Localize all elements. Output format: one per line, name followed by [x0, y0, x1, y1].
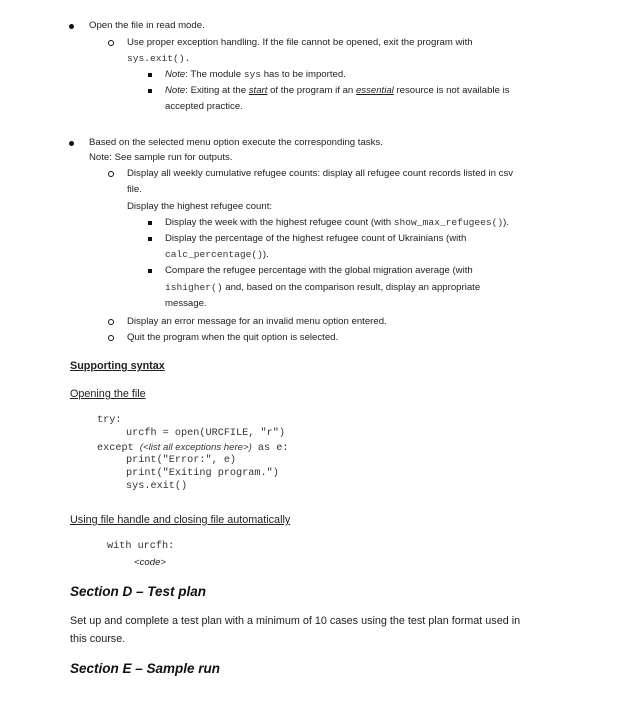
bullet-circle — [108, 40, 114, 46]
file-handle-subtitle: Using file handle and closing file automatically — [70, 514, 291, 526]
list-item-open-file: Open the file in read mode. — [89, 20, 205, 31]
bullet-dot — [69, 24, 74, 29]
note-sample-run: Note: See sample run for outputs. — [89, 152, 233, 163]
code-try: try: — [97, 415, 122, 426]
supporting-syntax-title: Supporting syntax — [70, 360, 165, 372]
bullet-square — [148, 221, 152, 225]
bullet-square — [148, 89, 152, 93]
sys-exit-code: sys.exit(). — [127, 53, 191, 64]
opening-file-subtitle: Opening the file — [70, 388, 146, 400]
bullet-highest-week: Display the week with the highest refugee count (with show_max_refugees()). — [165, 217, 510, 228]
note-exiting-start: Note: Exiting at the start of the program if an essential resource is not available is — [165, 85, 510, 96]
bullet-percentage: Display the percentage of the highest refugee count of Ukrainians (with — [165, 233, 467, 244]
bullet-percentage-code: calc_percentage()). — [165, 249, 269, 260]
sub-item-weekly-counts-cont: file. — [127, 184, 142, 195]
code-open: urcfh = open(URCFILE, "r") — [126, 428, 285, 439]
highest-count-heading: Display the highest refugee count: — [127, 201, 273, 212]
section-d-heading: Section D – Test plan — [70, 584, 207, 599]
bullet-compare-code: ishigher() and, based on the comparison result, display an appropriate — [165, 282, 481, 293]
bullet-square — [148, 269, 152, 273]
note-module-import: Note: The module sys has to be imported. — [165, 69, 346, 80]
sub-item-error-message: Display an error message for an invalid menu option entered. — [127, 316, 387, 327]
code-print-error: print("Error:", e) — [126, 455, 237, 466]
bullet-circle — [108, 335, 114, 341]
sub-item-quit: Quit the program when the quit option is selected. — [127, 332, 339, 343]
bullet-dot — [69, 141, 74, 146]
code-except: except (<list all exceptions here>) as e: — [97, 442, 289, 454]
bullet-circle — [108, 171, 114, 177]
bullet-compare: Compare the refugee percentage with the global migration average (with — [165, 265, 473, 276]
sub-item-weekly-counts: Display all weekly cumulative refugee counts: display all refugee count records listed in csv — [127, 168, 514, 179]
code-with: with urcfh: — [107, 541, 175, 552]
section-e-heading: Section E – Sample run — [70, 661, 221, 676]
bullet-compare-end: message. — [165, 298, 207, 309]
bullet-square — [148, 73, 152, 77]
list-item-menu-option: Based on the selected menu option execute the corresponding tasks. — [89, 137, 383, 148]
code-placeholder: <code> — [134, 557, 167, 568]
code-print-exiting: print("Exiting program.") — [126, 468, 279, 479]
bullet-circle — [108, 319, 114, 325]
bullet-square — [148, 237, 152, 241]
sub-item-exception-handling: Use proper exception handling. If the file cannot be opened, exit the program with — [127, 37, 473, 48]
note-exiting-continued: accepted practice. — [165, 101, 243, 112]
code-sys-exit: sys.exit() — [126, 481, 188, 492]
section-d-body-cont: this course. — [70, 633, 126, 645]
section-d-body: Set up and complete a test plan with a minimum of 10 cases using the test plan format used in — [70, 615, 521, 627]
